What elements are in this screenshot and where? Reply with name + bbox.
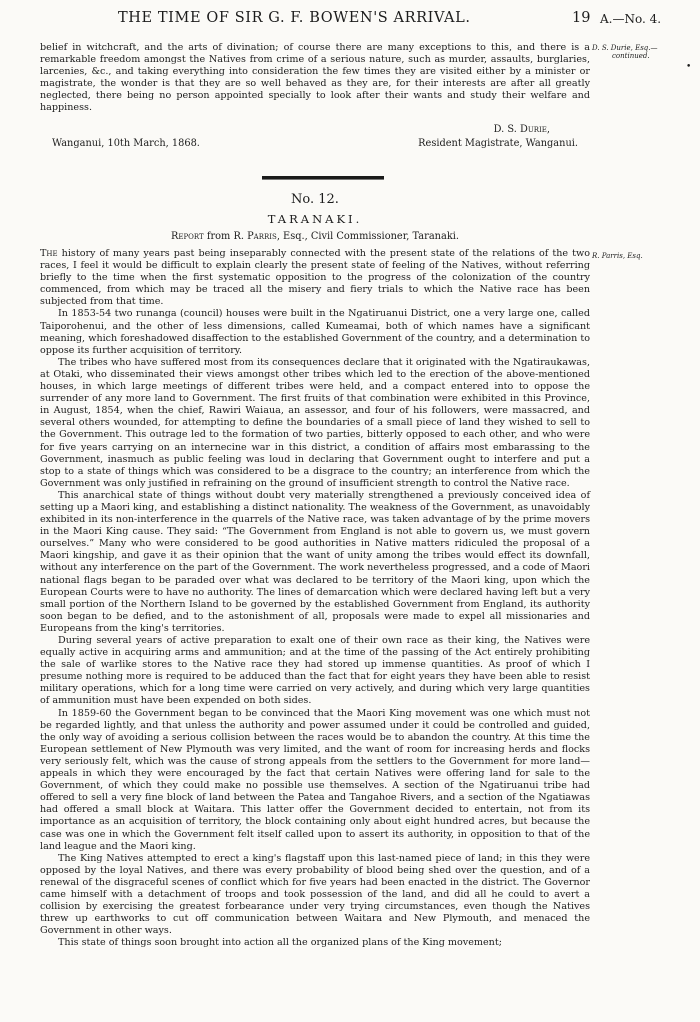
signature-name: D. S. Durie, — [493, 124, 550, 135]
paragraph-1 — [40, 248, 590, 308]
paragraph-7: The King Natives attempted to erect a king's flagstaff upon this last-named piece of land; in this they were opposed by the loyal Natives, and there was every probability of blood being shed over the question, and of a renewal of the disgraceful scenes of conflict which for five years had been enacted in the district. The Governor came himself with a detachment of troops and took possession of the land, and did all he could to avert a collision by exercising the greatest forbearance under very trying circumstances, even though the Natives threw up earthworks to cut off communication between Waitara and New Plymouth, and menaced the Government in other ways. — [40, 852, 590, 937]
margin-note-durie-line2: continued. — [612, 52, 650, 60]
section-divider-rule — [262, 176, 384, 180]
durie-paragraph: belief in witchcraft, and the arts of divination; of course there are many exceptions to this, and there is a remarkable freedom amongst the Natives from crime of a serious nature, such as murder, assaults, burglaries, larcenies, &c., and taking everything into consideration the few times they are visited either by a minister or magistrate, the wonder is that they are so well behaved as they are, for their interests are after all greatly neglected, there being no person appointed specially to look after their wants and study their welfare and happiness. — [40, 42, 590, 114]
page-number: 19 — [572, 10, 591, 26]
section-region-title: TARANAKI. — [267, 212, 363, 226]
running-title: THE TIME OF SIR G. F. BOWEN'S ARRIVAL. — [118, 10, 471, 26]
report-prefix: Report — [170, 231, 204, 242]
margin-note-durie — [592, 44, 658, 60]
paragraph-1-text: history of many years past being inseparably connected with the present state of the relations of the two races, I feel it would be difficult to explain clearly the present state of feeling of the Natives, without referring briefly to the time when the first systematic opposition to the progress of the colonization of the country commenced, from which may be traced all the misery and fiery trials to which the Native race has been subjected from that time. — [40, 248, 590, 308]
running-header — [0, 10, 700, 32]
paragraph-8: This state of things soon brought into action all the organized plans of the King movement; — [58, 937, 502, 949]
margin-note-durie-line1: D. S. Durie, Esq.— — [592, 44, 658, 52]
margin-dot-mark: • — [686, 62, 692, 72]
report-body — [40, 248, 590, 949]
margin-note-parris: R. Parris, Esq. — [592, 252, 643, 260]
paragraph-1-first-word: The — [40, 248, 58, 259]
paragraph-6: In 1859-60 the Government began to be convinced that the Maori King movement was one which must not be regarded lightly, and that unless the authority and power assumed under it could be controlled and guided, the only way of avoiding a serious collision between the races would be to abandon the country. At this time the European settlement of New Plymouth was very limited, and the want of room for increasing herds and flocks very seriously felt, which was the cause of strong appeals from the settlers to the Government for more land—appeals in which they were encouraged by the fact that certain Natives were offering land for sale to the Government, of which they could make no possible use themselves. A section of the Ngatiruanui tribe had offered to sell a very fine block of land between the Patea and Tangahoe Rivers, and a section of the Ngatiawas had offered a small block at Waitara. This latter offer the Government decided to entertain, not from its importance as an acquisition of territory, the block containing only about eight hundred acres, but because the case was one in which the Government felt itself called upon to assert its authority, in opposition to that of the land league and the Maori king. — [40, 707, 590, 852]
paper-reference: A.—No. 4. — [600, 12, 662, 26]
paragraph-5: During several years of active preparation to exalt one of their own race as their king, the Natives were equally active in acquiring arms and ammunition; and at the time of the passing of the Act entirely prohibiting the sale of warlike stores to the Native race they had stored up immense quantities. As proof of which I presume nothing more is required to be adduced than the fact that for eight years they have been able to resist military operations, which for a long time were carried on very actively, and during which very large quantities of ammunition must have been expended on both sides. — [40, 635, 590, 707]
report-author: R. Parris — [233, 231, 277, 242]
signature-title: Resident Magistrate, Wanganui. — [418, 138, 578, 149]
section-number: No. 12. — [291, 192, 339, 207]
signature-place-date: Wanganui, 10th March, 1868. — [52, 138, 200, 149]
report-from: from — [203, 231, 234, 242]
paragraph-4: This anarchical state of things without doubt very materially strengthened a previously conceived idea of setting up a Maori king, and establishing a distinct nationality. The weakness of the Government, as unavoidably exhibited in its non-interference in the quarrels of the Native race, was taken advantage of by the prime movers in the Maori King cause. They said: “The Government from England is not able to govern us, we must govern ourselves.” Many who were considered to be good authorities in Native matters ridiculed the proposal of a Maori kingship, and gave it as their opinion that the want of unity among the tribes would effect its downfall, without any interference on the part of the Government. The work nevertheless progressed, and a code of Maori national flags began to be paraded over what was declared to be territory of the Maori king, upon which the European Courts were to have no authority. The lines of demarcation which were declared having left but a very small portion of the Northern Island to be governed by the established Government from England, its authority soon began to be defied, and to the astonishment of all, proposals were made to expel all missionaries and Europeans from the king's territories. — [40, 489, 590, 634]
durie-continued-text — [40, 42, 590, 115]
report-heading — [40, 231, 590, 242]
paragraph-2: In 1853-54 two runanga (council) houses were built in the Ngatiruanui District, one a very large one, called Taiporohenui, and the other of less dimensions, called Kumeamai, both of which names have a significant meaning, which foreshadowed disaffection to the established Government of the country, and a determination to oppose its further acquisition of territory. — [40, 308, 590, 356]
paragraph-3: The tribes who have suffered most from its consequences declare that it originated with the Ngatiraukawas, at Otaki, who disseminated their views amongst other tribes which led to the erection of the above-mentioned houses, in which large meetings of different tribes were held, and a compact entered into to oppose the surrender of any more land to Government. The first fruits of that combination were exhibited in this Province, in August, 1854, when the chief, Rawiri Waiaua, an assessor, and four of his followers, were massacred, and several others wounded, for attempting to define the boundaries of a small piece of land they wished to sell to the Government. This outrage led to the formation of two parties, bitterly opposed to each other, and who were for five years carrying on an internecine war in this district, a condition of affairs most embarassing to the Government, inasmuch as public feeling was loud in declaring that Government ought to interfere and put a stop to a state of things which was considered to be a disgrace to the country; an interference from which the Government was only justified in refraining on the ground of insufficient strength to control the Native race. — [40, 356, 590, 489]
report-suffix: , Esq., Civil Commissioner, Taranaki. — [276, 231, 460, 242]
